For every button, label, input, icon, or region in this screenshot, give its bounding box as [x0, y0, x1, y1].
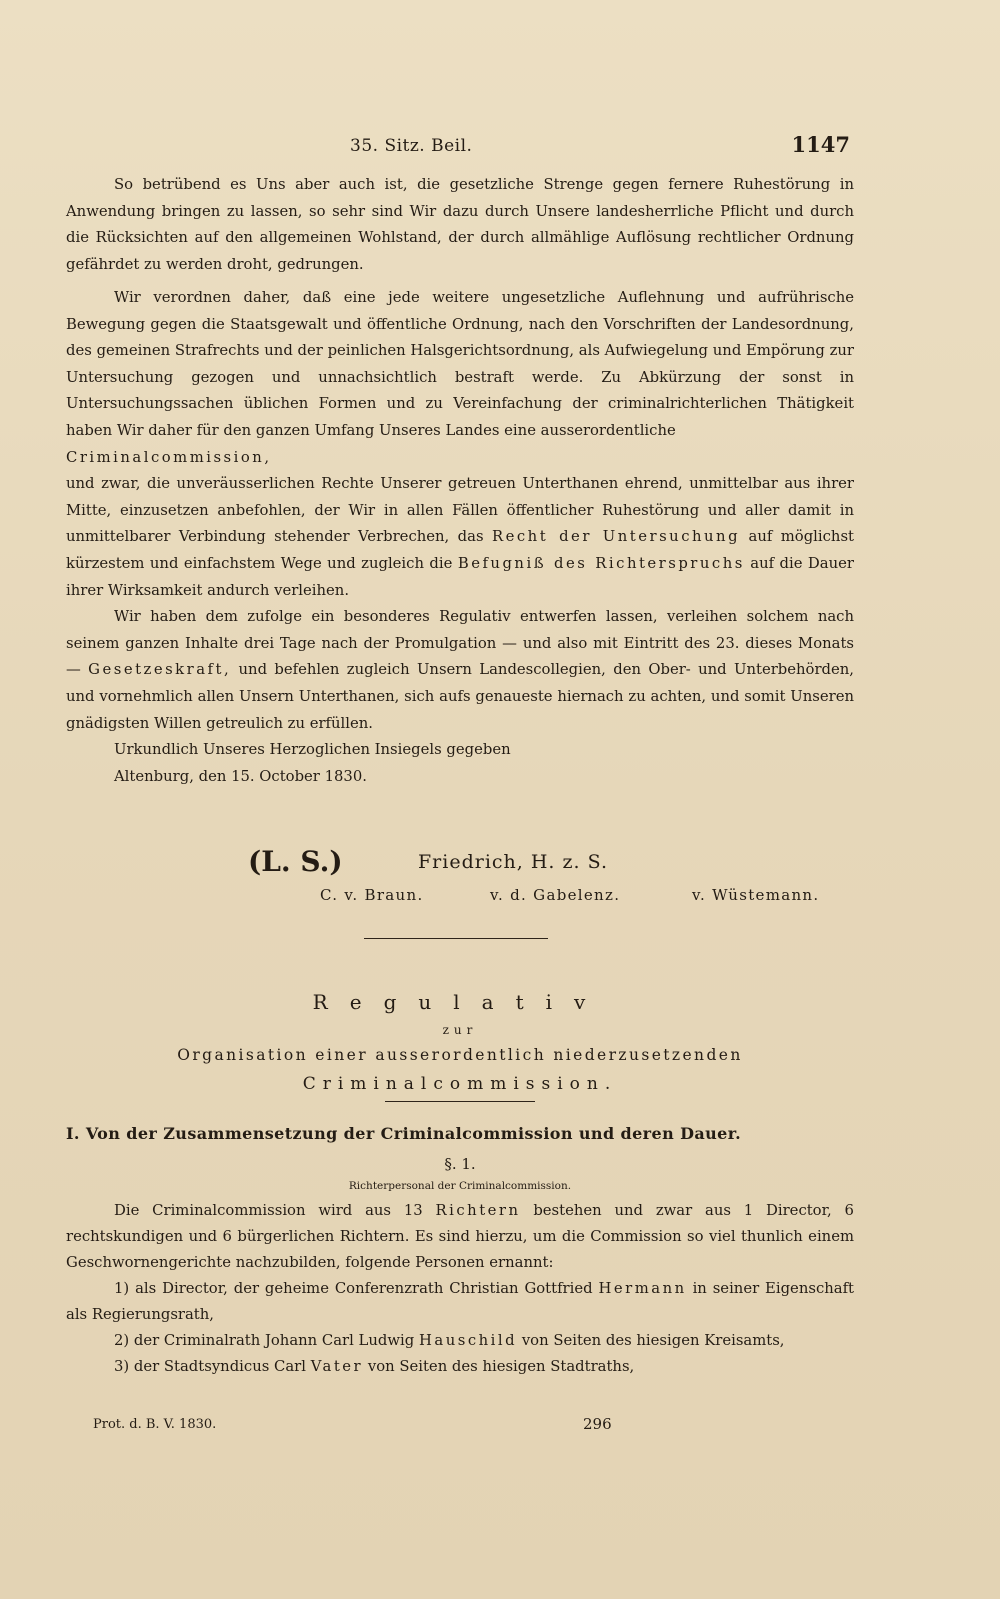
section-body [66, 1198, 854, 1380]
paragraph-5: Urkundlich Unseres Herzoglichen Insiegels gegeben [114, 741, 511, 759]
decree-body [66, 285, 854, 790]
person-name: Hauschild [418, 1332, 518, 1349]
commission-word: Criminalcommission, [66, 448, 272, 466]
befugnis-spaced: Befugniß des Richterspruchs [457, 554, 745, 572]
page-header [70, 130, 850, 160]
title-subtitle: Organisation einer ausserordentlich niederzusetzenden [177, 1046, 743, 1064]
richtern-spaced: Richtern [435, 1202, 521, 1219]
title-zur: zur [442, 1023, 478, 1037]
running-title: 35. Sitz. Beil. [350, 136, 473, 156]
title-subtitle-2: Criminalcommission. [302, 1074, 618, 1094]
cosigner-3: v. Wüstemann. [692, 886, 820, 904]
section-heading: I. Von der Zusammensetzung der Criminalcommission und deren Dauer. [66, 1124, 742, 1143]
list-item: 1) als Director, der geheime Conferenzrath Christian Gottfried Hermann in seiner Eigenschaft als Regierungsrath, [66, 1280, 855, 1323]
cosigners [320, 886, 860, 910]
person-name: Hermann [598, 1280, 687, 1297]
cosigner-2: v. d. Gabelenz. [490, 886, 621, 904]
paragraph-4: Wir haben dem zufolge ein besonderes Regulativ entwerfen lassen, verleihen solchem nach seinem ganzen Inhalte drei Tage nach der Promulgation — und also mit Eintritt des 23. dieses Monats — Gesetzeskraft, und befehlen zugleich Unsern Landescollegien, den Ober- und Unterbehörden, und vornehmlich allen Unsern Unterthanen, sich aufs genaueste hiernach zu achten, und somit Unseren gnädigsten Willen getreulich zu erfüllen. [66, 608, 854, 732]
signature-row [248, 845, 668, 885]
paragraph-1: So betrübend es Uns aber auch ist, die gesetzliche Strenge gegen fernere Ruhestörung in Anwendung bringen zu lassen, so sehr sind Wir dazu durch Unsere landesherrliche Pflicht und durch die Rücksichten auf den allgemeinen Wohlstand, der durch allmählige Auflösung rechtlicher Ordnung gefährdet zu werden droht, gedrungen. [66, 176, 854, 273]
signature-mark: Prot. d. B. V. 1830. [93, 1417, 217, 1432]
section-paragraph: Die Criminalcommission wird aus 13 Richtern bestehen und zwar aus 1 Director, 6 rechtskundigen und 6 bürgerlichen Richtern. Es sind hierzu, um die Commission so viel thunlich einem Geschwornengerichte nachzubilden, folgende Personen ernannt: [66, 1202, 854, 1271]
divider-rule [364, 938, 548, 939]
recht-spaced: Recht der Untersuchung [492, 528, 741, 546]
page-footer [93, 1415, 853, 1439]
person-name: Vater [310, 1358, 364, 1375]
seal-mark: (L. S.) [248, 845, 343, 878]
list-item: 2) der Criminalrath Johann Carl Ludwig Hauschild von Seiten des hiesigen Kreisamts, [114, 1332, 785, 1349]
paragraph-3: und zwar, die unveräusserlichen Rechte Unserer getreuen Unterthanen ehrend, unmittelbar aus ihrer Mitte, einzusetzen anbefohlen, der Wir in allen Fällen öffentlicher Ruhestörung und aller damit in unmittelbarer Verbindung stehender Verbrechen, das Recht der Untersuchung auf möglichst kürzestem und einfachstem Wege und zugleich die Befugniß des Richterspruchs auf die Dauer ihrer Wirksamkeit andurch verleihen. [66, 475, 854, 599]
title-main: Regulativ [312, 990, 608, 1014]
page-number: 1147 [791, 132, 850, 157]
signer-name: Friedrich, H. z. S. [418, 851, 608, 873]
cosigner-1: C. v. Braun. [320, 886, 424, 904]
paragraph-2: Wir verordnen daher, daß eine jede weitere ungesetzliche Auflehnung und aufrührische Bewegung gegen die Staatsgewalt und öffentliche Ordnung, nach den Vorschriften der Landesordnung, des gemeinen Strafrechts und der peinlichen Halsgerichtsordnung, als Aufwiegelung und Empörung zur Untersuchung gezogen und unnachsichtlich bestraft werde. Zu Abkürzung der sonst in Untersuchungssachen üblichen Formen und zu Vereinfachung der criminalrichterlichen Thätigkeit haben Wir daher für den ganzen Umfang Unseres Landes eine ausserordentliche [66, 289, 854, 439]
list-item: 3) der Stadtsyndicus Carl Vater von Seiten des hiesigen Stadtraths, [114, 1358, 635, 1375]
gesetzeskraft-spaced: Gesetzeskraft, [88, 661, 232, 679]
paragraph-caption: Richterpersonal der Criminalcommission. [348, 1180, 572, 1192]
paragraph-number: §. 1. [444, 1155, 476, 1173]
title-underline [385, 1101, 535, 1102]
place-date: Altenburg, den 15. October 1830. [114, 767, 367, 785]
opening-paragraph [66, 172, 854, 278]
regulativ-title [66, 985, 854, 1099]
sheet-number: 296 [583, 1415, 612, 1433]
